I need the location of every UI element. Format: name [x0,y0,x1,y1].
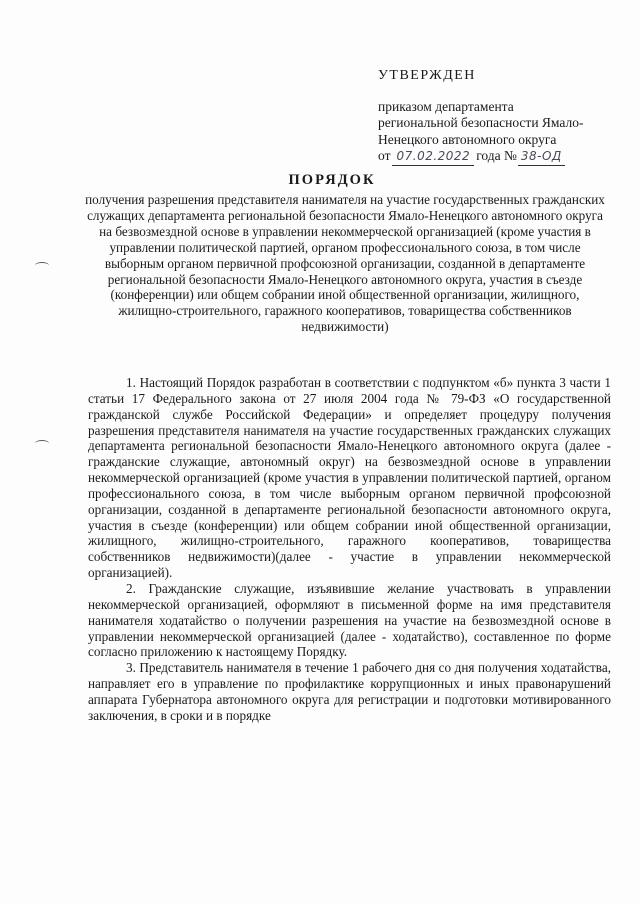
paragraph: 1. Настоящий Порядок разработан в соответствии с подпунктом «б» пункта 3 части 1 статьи 17 Федерального закона от 27 июля 2004 года № 79-ФЗ «О государственной гражданской службе Российской Федерации» и определяет процедуру получения разрешения представителя нанимателя на участие государственных гражданских служащих департамента региональной безопасности Ямало-Ненецкого автономного округа (далее - гражданские служащие, автономный округ) на безвозмездной основе в управлении некоммерческой организацией (кроме участия в управлении политической партией, органом профессионального союза, в том числе выборным органом первичной профсоюзной организации, созданной в департаменте региональной безопасности автономного округа, участия в съезде (конференции) или общем собрании иной общественной организации, жилищного, жилищно-строительного, гаражного кооперативов, товарищества собственников недвижимости)(далее - участие в управлении некоммерческой организацией). [88,375,611,581]
approval-heading: УТВЕРЖДЕН [378,68,476,83]
approval-block [378,68,628,166]
handwritten-date: 07.02.2022 [392,148,474,166]
date-prefix: от [378,148,391,163]
document-body [88,375,611,724]
document-subtitle: получения разрешения представителя нанимателя на участие государственных гражданских служащих департамента региональной безопасности Ямало-Ненецкого автономного округа на безвозмездной основе в управлении некоммерческой организацией (кроме участия в управлении политической партией, органом профессионального союза, в том числе выборным органом первичной профсоюзной организации, созданной в департаменте региональной безопасности Ямало-Ненецкого автономного округа, участия в съезде (конференции) или общем собрании иной общественной организации, жилищного, жилищно-строительного, гаражного кооперативов, товарищества собственников недвижимости) [85,192,605,335]
approval-line: региональной безопасности Ямало- [378,115,584,130]
paragraph: 2. Гражданские служащие, изъявившие желание участвовать в управлении некоммерческой организацией, оформляют в письменной форме на имя представителя нанимателя ходатайство о получении разрешения на участие на безвозмездной основе в управлении некоммерческой организацией (далее - ходатайство), составленное по форме согласно приложению к настоящему Порядку. [88,580,611,660]
margin-mark [35,262,49,269]
handwritten-number: 38-ОД [518,148,565,166]
approval-date-line [378,148,628,166]
approval-line: приказом департамента [378,98,514,114]
date-mid: года № [476,148,517,163]
document-title: ПОРЯДОК [288,172,376,188]
approval-line: Ненецкого автономного округа [378,131,557,147]
paragraph: 3. Представитель нанимателя в течение 1 рабочего дня со дня получения ходатайства, направляет его в управление по профилактике коррупционных и иных правонарушений аппарата Губернатора автономного округа для регистрации и подготовки мотивированного заключения, в сроки и в порядке [88,660,611,723]
margin-mark [35,440,49,447]
